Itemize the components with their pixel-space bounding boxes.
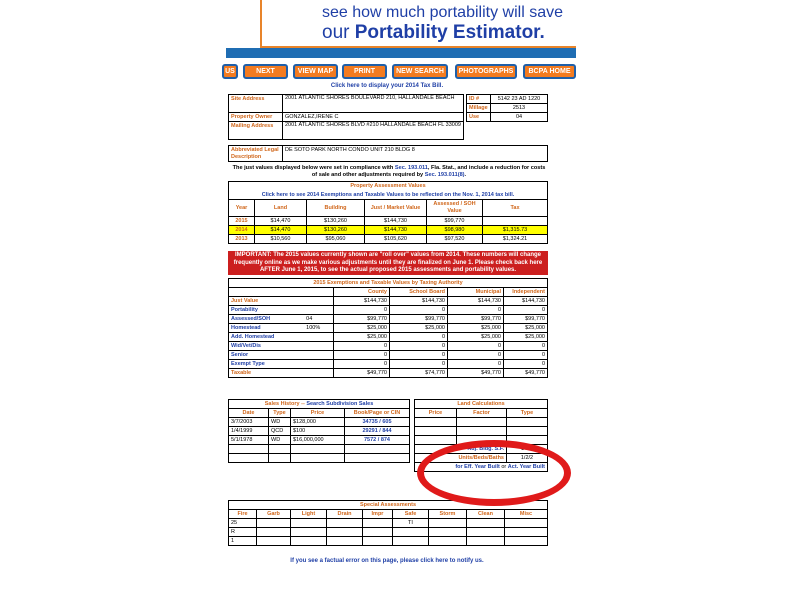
special-cell	[363, 537, 393, 546]
special-cell: 1	[229, 537, 257, 546]
assessment-cell: $1,324.21	[483, 235, 548, 244]
exemptions-cell: $25,000	[504, 333, 548, 342]
special-cell	[467, 519, 505, 528]
exemptions-cell: 0	[390, 360, 448, 369]
land-cell	[507, 418, 548, 427]
banner-line-2	[322, 22, 545, 44]
exemptions-cell: 0	[334, 342, 390, 351]
special-cell	[327, 528, 363, 537]
assessment-cell	[483, 217, 548, 226]
special-col-storm: Storm	[429, 510, 467, 519]
special-cell	[327, 519, 363, 528]
sales-cell	[291, 445, 345, 454]
sales-cell: 5/1/1978	[229, 436, 269, 445]
special-cell	[257, 519, 291, 528]
land-cell	[415, 418, 457, 427]
special-col-fire: Fire	[229, 510, 257, 519]
exemptions-col-independent: Independent	[504, 288, 548, 297]
id-value: 5142 23 AD 1220	[491, 95, 548, 104]
exemptions-cell: 0	[390, 351, 448, 360]
search-subdivision-sales-link[interactable]: Search Subdivision Sales	[306, 401, 374, 407]
exemptions-row-assessed	[229, 315, 548, 324]
exemptions-row-label: Assessed/SOH	[229, 315, 305, 324]
exemptions-row-extra	[304, 351, 333, 360]
banner-line-1: see how much portability will save	[322, 4, 563, 21]
exemptions-cell: 0	[448, 306, 504, 315]
header-blue-bar	[226, 48, 576, 58]
sales-cell: WD	[269, 436, 291, 445]
assessment-col-year: Year	[229, 200, 255, 217]
special-col-safe: Safe	[393, 510, 429, 519]
nav-button-next[interactable]: NEXT	[243, 64, 288, 79]
sales-book-page-link[interactable]: 7572 / 874	[345, 436, 410, 445]
assessment-table	[228, 181, 548, 244]
exemptions-title: 2015 Exemptions and Taxable Values by Taxing Authority	[229, 279, 548, 288]
exemptions-cell: $49,770	[504, 369, 548, 378]
exemptions-cell: 0	[390, 342, 448, 351]
exemptions-cell: $25,000	[448, 333, 504, 342]
special-cell	[429, 519, 467, 528]
land-cell	[507, 427, 548, 436]
sales-history-table	[228, 399, 410, 463]
sales-col-price: Price	[291, 409, 345, 418]
site-address-value: 2001 ATLANTIC SHORES BOULEVARD 210, HALLANDALE BEACH	[283, 95, 464, 113]
exemptions-col-blank	[229, 288, 334, 297]
exemptions-cell: 0	[334, 360, 390, 369]
exemptions-row-portability	[229, 306, 548, 315]
exemptions-cell: $74,770	[390, 369, 448, 378]
special-cell	[363, 519, 393, 528]
exemptions-cell: 0	[448, 360, 504, 369]
exemptions-row-senior	[229, 351, 548, 360]
exemptions-cell: 0	[390, 333, 448, 342]
special-cell: 25	[229, 519, 257, 528]
sales-cell	[229, 445, 269, 454]
sales-cell	[229, 454, 269, 463]
sales-cell: QCD	[269, 427, 291, 436]
exemptions-cell: $144,730	[448, 297, 504, 306]
exemptions-col-county: County	[334, 288, 390, 297]
exemptions-cell: 0	[504, 351, 548, 360]
exemptions-row-taxable	[229, 369, 548, 378]
exemptions-cell: $99,770	[448, 315, 504, 324]
adj-bldg-sf-value: 1450	[507, 445, 548, 454]
compliance-text-1: The just values displayed below were set in compliance with	[232, 165, 395, 171]
sales-book-page-link[interactable]: 34735 / 605	[345, 418, 410, 427]
exemptions-row-homestead	[229, 324, 548, 333]
property-info-table	[228, 94, 464, 140]
special-cell	[327, 537, 363, 546]
special-cell	[257, 528, 291, 537]
exemptions-row-extra	[304, 297, 333, 306]
compliance-text-2: , Fla. Stat., and include a reduction for costs of sale and other adjustments required by	[311, 165, 546, 178]
assessment-cell: $14,470	[255, 217, 307, 226]
special-cell	[291, 528, 327, 537]
exemptions-row-label: Exempt Type	[229, 360, 305, 369]
table-row	[229, 454, 410, 463]
property-record-page	[226, 0, 576, 600]
nav-button-bcpa-home[interactable]: BCPA HOME	[523, 64, 576, 79]
assessment-cell: $130,260	[307, 217, 365, 226]
table-row	[229, 537, 548, 546]
parcel-info-table	[466, 94, 548, 122]
special-cell	[291, 519, 327, 528]
land-cell	[457, 418, 507, 427]
land-col-factor: Factor	[457, 409, 507, 418]
assessment-subtitle-link[interactable]: Click here to see 2014 Exemptions and Taxable Values to be reflected on the Nov. 1, 2014 tax bill.	[229, 191, 548, 200]
exemptions-row-label: Taxable	[229, 369, 305, 378]
nav-bar	[226, 64, 576, 80]
special-cell	[393, 537, 429, 546]
exemptions-cell: $99,770	[504, 315, 548, 324]
banner-line-2-bold: Portability Estimator.	[354, 22, 545, 43]
table-row	[229, 418, 410, 427]
sales-cell: WD	[269, 418, 291, 427]
nav-button-print[interactable]: PRINT	[342, 64, 387, 79]
assessment-row-2014	[229, 226, 548, 235]
exemptions-col-school-board: School Board	[390, 288, 448, 297]
owner-value: GONZALEZ,IRENE C	[283, 113, 464, 122]
exemptions-row-label: Add. Homestead	[229, 333, 305, 342]
id-label: ID #	[467, 95, 491, 104]
sales-cell	[269, 454, 291, 463]
assessment-cell: $10,560	[255, 235, 307, 244]
special-title: Special Assessments	[229, 501, 548, 510]
table-row	[229, 519, 548, 528]
banner-line-2-prefix: our	[322, 22, 355, 43]
land-col-price: Price	[415, 409, 457, 418]
sales-book-page-link[interactable]: 29291 / 844	[345, 427, 410, 436]
exemptions-cell: $25,000	[334, 333, 390, 342]
exemptions-row-add-homestead	[229, 333, 548, 342]
exemptions-row-extra	[304, 342, 333, 351]
assessment-cell: $105,620	[365, 235, 427, 244]
exemptions-cell: $25,000	[334, 324, 390, 333]
land-col-type: Type	[507, 409, 548, 418]
use-value: 04	[491, 113, 548, 122]
special-cell: R	[229, 528, 257, 537]
sales-cell: $128,000	[291, 418, 345, 427]
table-row	[415, 418, 548, 427]
assessment-cell: $98,980	[427, 226, 483, 235]
table-row	[415, 427, 548, 436]
sales-cell: 3/7/2003	[229, 418, 269, 427]
nav-button-photographs[interactable]: PHOTOGRAPHS	[455, 64, 517, 79]
table-row	[229, 436, 410, 445]
exemptions-cell: $99,770	[334, 315, 390, 324]
sec-193-011-8-link[interactable]: Sec. 193.011(8)	[424, 172, 465, 178]
owner-label: Property Owner	[229, 113, 283, 122]
table-row	[229, 427, 410, 436]
exemptions-cell: $25,000	[390, 324, 448, 333]
exemptions-cell: $144,730	[504, 297, 548, 306]
assessment-row-2015	[229, 217, 548, 226]
special-cell	[505, 519, 548, 528]
millage-label: Millage	[467, 104, 491, 113]
use-label: Use	[467, 113, 491, 122]
special-col-impr: Impr	[363, 510, 393, 519]
portability-banner[interactable]	[226, 0, 576, 50]
legal-value: DE SOTO PARK NORTH CONDO UNIT 210 BLDG 8	[283, 146, 548, 162]
exemptions-row-extra	[304, 306, 333, 315]
exemptions-row-wid-vet-dis	[229, 342, 548, 351]
important-note: IMPORTANT: The 2015 values currently shown are "roll over" values from 2014. These numbers will change frequently online as we make various adjustments until they are finalized on June 1. Please check back here AFTER June 1, 2015, to see the actual proposed 2015 assessments and portability values.	[228, 251, 548, 275]
nav-button-new-search[interactable]: NEW SEARCH	[392, 64, 448, 79]
assessment-cell: $130,260	[307, 226, 365, 235]
units-beds-baths-value: 1/2/2	[507, 454, 548, 463]
exemptions-row-extra	[304, 333, 333, 342]
special-cell	[363, 528, 393, 537]
exemptions-cell: 0	[334, 306, 390, 315]
assessment-cell: 2015	[229, 217, 255, 226]
exemptions-row-extra: 100%	[304, 324, 333, 333]
exemptions-cell: 0	[504, 360, 548, 369]
units-beds-baths-label: Units/Beds/Baths	[415, 454, 507, 463]
land-title: Land Calculations	[415, 400, 548, 409]
exemptions-row-label: Just Value	[229, 297, 305, 306]
assessment-cell: $99,770	[427, 217, 483, 226]
special-cell	[393, 528, 429, 537]
exemptions-row-label: Senior	[229, 351, 305, 360]
sales-col-type: Type	[269, 409, 291, 418]
assessment-col-assessed: Assessed / SOH Value	[427, 200, 483, 217]
exemptions-row-extra: 04	[304, 315, 333, 324]
eff-year-built-label: for Eff. Year Built	[455, 464, 500, 470]
special-col-light: Light	[291, 510, 327, 519]
special-cell	[257, 537, 291, 546]
special-cell	[429, 528, 467, 537]
compliance-text-3: .	[464, 172, 467, 178]
exemptions-cell: 0	[448, 342, 504, 351]
exemptions-cell: $25,000	[504, 324, 548, 333]
nav-button-prev[interactable]: US	[222, 64, 238, 79]
sales-col-date: Date	[229, 409, 269, 418]
red-highlight-circle	[417, 440, 571, 506]
special-col-clean: Clean	[467, 510, 505, 519]
special-cell	[467, 528, 505, 537]
mailing-label: Mailing Address	[229, 122, 283, 140]
exemptions-cell: $25,000	[448, 324, 504, 333]
land-cell	[415, 436, 457, 445]
exemptions-cell: $144,730	[390, 297, 448, 306]
sales-history-title-sep: --	[299, 401, 307, 407]
special-assessments-table	[228, 500, 548, 546]
exemptions-row-label: Wid/Vet/Dis	[229, 342, 305, 351]
report-error-link[interactable]: If you see a factual error on this page, please click here to notify us.	[290, 558, 484, 564]
table-row	[229, 445, 410, 454]
exemptions-cell: 0	[334, 351, 390, 360]
assessment-cell: $97,520	[427, 235, 483, 244]
sales-cell	[291, 454, 345, 463]
sec-193-011-link[interactable]: Sec. 193.011	[394, 165, 428, 171]
assessment-col-land: Land	[255, 200, 307, 217]
site-address-label: Site Address	[229, 95, 283, 113]
exemptions-row-extra	[304, 360, 333, 369]
exemptions-row-extra	[304, 369, 333, 378]
tax-bill-link[interactable]: Click here to display your 2014 Tax Bill.	[330, 83, 444, 89]
assessment-cell: $95,060	[307, 235, 365, 244]
exemptions-cell: 0	[504, 306, 548, 315]
sales-cell	[345, 454, 410, 463]
special-cell	[505, 528, 548, 537]
assessment-col-just-value: Just / Market Value	[365, 200, 427, 217]
special-col-garb: Garb	[257, 510, 291, 519]
assessment-col-building: Building	[307, 200, 365, 217]
exemptions-row-just-value	[229, 297, 548, 306]
exemptions-table	[228, 278, 548, 378]
mailing-value: 2001 ATLANTIC SHORES BLVD #210 HALLANDALE BEACH FL 33009	[283, 122, 464, 140]
table-row	[229, 528, 548, 537]
assessment-cell: 2014	[229, 226, 255, 235]
assessment-cell: $1,315.73	[483, 226, 548, 235]
special-cell: TI	[393, 519, 429, 528]
adj-bldg-sf-label: Adj. Bldg. S.F.	[415, 445, 507, 454]
exemptions-cell: 0	[390, 306, 448, 315]
special-cell	[505, 537, 548, 546]
sales-cell: $100	[291, 427, 345, 436]
special-cell	[291, 537, 327, 546]
sales-col-book-page: Book/Page or CIN	[345, 409, 410, 418]
sales-cell: $16,000,000	[291, 436, 345, 445]
special-cell	[429, 537, 467, 546]
exemptions-row-label: Portability	[229, 306, 305, 315]
exemptions-cell: 0	[504, 342, 548, 351]
special-col-misc: Misc	[505, 510, 548, 519]
sales-cell	[345, 445, 410, 454]
land-cell	[457, 427, 507, 436]
sales-cell	[269, 445, 291, 454]
exemptions-cell: 0	[448, 351, 504, 360]
special-cell	[467, 537, 505, 546]
special-col-drain: Drain	[327, 510, 363, 519]
exemptions-row-exempt-type	[229, 360, 548, 369]
exemptions-cell: $144,730	[334, 297, 390, 306]
exemptions-col-municipal: Municipal	[448, 288, 504, 297]
assessment-cell: $14,470	[255, 226, 307, 235]
exemptions-row-label: Homestead	[229, 324, 305, 333]
assessment-cell: $144,730	[365, 226, 427, 235]
sales-history-title	[229, 400, 410, 409]
assessment-col-tax: Tax	[483, 200, 548, 217]
assessment-cell: 2013	[229, 235, 255, 244]
assessment-title: Property Assessment Values	[229, 182, 548, 191]
exemptions-cell: $49,770	[448, 369, 504, 378]
compliance-text	[230, 165, 548, 179]
nav-button-view-map[interactable]: VIEW MAP	[293, 64, 338, 79]
year-built-or: or	[501, 464, 507, 470]
legal-description-table	[228, 145, 548, 162]
act-year-built-label: Act. Year Built	[507, 464, 545, 470]
legal-label: Abbreviated Legal Description	[229, 146, 283, 162]
assessment-cell: $144,730	[365, 217, 427, 226]
exemptions-cell: $99,770	[390, 315, 448, 324]
exemptions-cell: $49,770	[334, 369, 390, 378]
sales-history-title-text: Sales History	[264, 401, 300, 407]
land-cell	[415, 427, 457, 436]
sales-cell: 1/4/1999	[229, 427, 269, 436]
millage-value: 2513	[491, 104, 548, 113]
assessment-row-2013	[229, 235, 548, 244]
